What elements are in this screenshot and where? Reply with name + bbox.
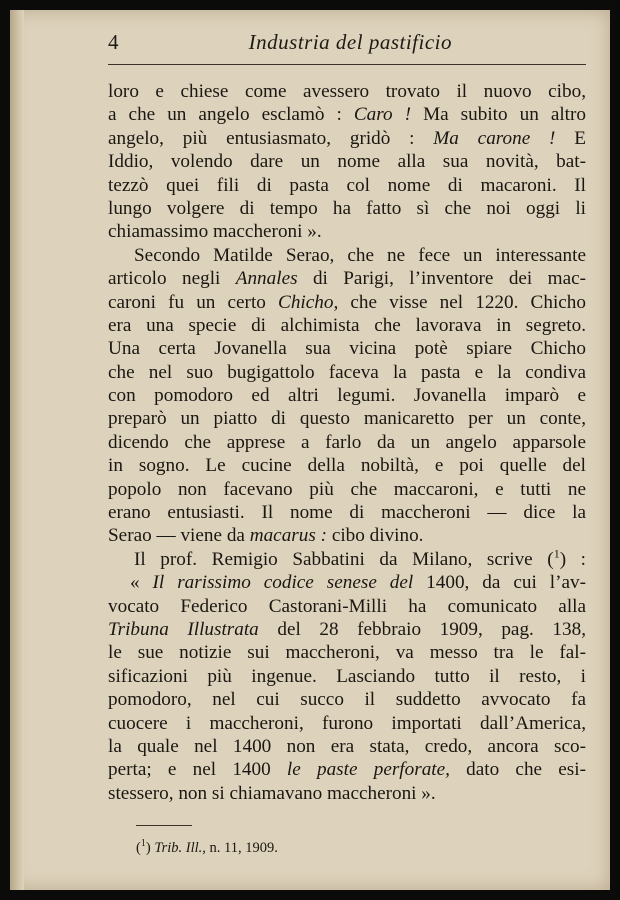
text-segment: cuocere i maccheroni, furono importati dall’America,	[108, 712, 586, 734]
text-segment: articolo negli	[108, 268, 236, 290]
text-line	[108, 571, 586, 594]
footnote-rule	[136, 825, 192, 826]
text-line	[108, 501, 586, 524]
text-line	[108, 197, 586, 220]
text-segment: vocato Federico Castorani-Milli ha comunicato alla	[108, 595, 586, 617]
text-line	[108, 758, 586, 781]
text-segment: angelo, più entusiasmato, gridò :	[108, 127, 434, 149]
text-line	[108, 150, 586, 173]
footnote-marker: 1	[140, 838, 146, 850]
text-segment: perta; e nel 1400	[108, 759, 287, 781]
text-segment: caroni fu un certo	[108, 291, 279, 313]
text-segment: preparò un piatto di questo manicaretto per un conte,	[108, 408, 586, 430]
text-segment: sificazioni più ingenue. Lasciando tutto il resto, i	[108, 665, 586, 687]
text-segment: in sogno. Le cucine della nobiltà, e poi quelle del	[108, 455, 586, 477]
text-line	[108, 641, 586, 664]
italic-text: Caro !	[353, 104, 412, 126]
text-line	[108, 431, 586, 454]
text-line	[108, 80, 586, 103]
text-segment: Serao — viene da	[108, 525, 250, 547]
footnote-rest: n. 11, 1909.	[205, 840, 278, 856]
text-segment: di Parigi, l’inventore dei mac-	[297, 268, 586, 290]
text-line	[108, 244, 586, 267]
text-segment: che visse nel 1220. Chicho	[338, 291, 586, 313]
text-line	[108, 337, 586, 360]
italic-text: Ma carone !	[433, 127, 556, 149]
running-title: Industria del pastificio	[248, 30, 452, 54]
footnote-reference: 1	[553, 546, 560, 561]
text-segment: che nel suo bugigattolo faceva la pasta e la condiva	[108, 361, 586, 383]
text-segment: stessero, non si chiamavano maccheroni ».	[108, 782, 436, 804]
text-segment: E	[555, 127, 586, 149]
text-line	[108, 127, 586, 150]
text-line	[108, 524, 586, 547]
text-segment: dato che esi-	[449, 759, 586, 781]
text-segment: Ma subito un altro	[411, 104, 586, 126]
text-segment: a che un angelo esclamò :	[108, 104, 354, 126]
text-segment: ) :	[559, 548, 586, 570]
text-line	[108, 384, 586, 407]
italic-text: macarus :	[249, 525, 328, 547]
text-line	[108, 174, 586, 197]
page-header	[108, 28, 588, 58]
page-spine-shadow	[10, 10, 24, 890]
text-segment: erano entusiasti. Il nome di maccheroni — dice la	[108, 502, 586, 524]
text-segment: popolo non facevano più che maccaroni, e tutti ne	[108, 478, 586, 500]
text-segment: le sue notizie sui maccheroni, va messo tra le fal-	[108, 642, 586, 664]
page-number: 4	[108, 30, 119, 54]
text-segment: Iddio, volendo dare un nome alla sua novità, bat-	[108, 151, 586, 173]
text-segment: Il prof. Remigio Sabbatini da Milano, scrive (	[134, 548, 554, 570]
text-line	[108, 291, 586, 314]
text-segment: era una specie di alchimista che lavorava in segreto.	[108, 314, 586, 336]
text-segment: loro e chiese come avessero trovato il nuovo cibo,	[108, 81, 586, 102]
text-line	[108, 735, 586, 758]
text-line	[108, 782, 586, 805]
text-line	[108, 267, 586, 290]
text-line	[108, 220, 586, 243]
text-segment: con pomodoro ed altri legumi. Jovanella imparò e	[108, 385, 586, 407]
italic-text: Annales	[235, 268, 298, 290]
text-line	[108, 548, 586, 571]
italic-text: le paste perforate,	[286, 759, 450, 781]
text-line	[108, 595, 586, 618]
text-segment: pomodoro, nel cui succo il suddetto avvocato fa	[108, 689, 586, 711]
text-segment: lungo volgere di tempo ha fatto sì che noi oggi li	[108, 197, 586, 219]
footnote-source: Trib. Ill.,	[154, 840, 206, 856]
text-segment: tezzò quei fili di pasta col nome di macaroni. Il	[108, 174, 586, 196]
italic-text: Tribuna Illustrata	[108, 618, 259, 640]
text-line	[108, 618, 586, 641]
text-line	[108, 712, 586, 735]
text-segment: «	[130, 572, 153, 594]
text-line	[108, 314, 586, 337]
text-segment: Una certa Jovanella sua vicina potè spiare Chicho	[108, 338, 586, 360]
header-rule	[108, 64, 586, 65]
text-line	[108, 361, 586, 384]
text-segment: la quale nel 1400 non era stata, credo, ancora sco-	[108, 735, 586, 757]
text-segment: 1400, da cui l’av-	[413, 572, 586, 594]
body-text	[108, 80, 586, 805]
text-segment: Secondo Matilde Serao, che ne fece un interessante	[134, 244, 586, 266]
text-line	[108, 478, 586, 501]
text-line	[108, 688, 586, 711]
text-line	[108, 454, 586, 477]
text-segment: del 28 febbraio 1909, pag. 138,	[258, 618, 586, 640]
text-line	[108, 665, 586, 688]
text-line	[108, 103, 586, 126]
italic-text: Chicho,	[278, 291, 339, 313]
italic-text: Il rarissimo codice senese del	[152, 572, 414, 594]
text-segment: chiamassimo maccheroni ».	[108, 221, 322, 243]
text-segment: dicendo che apprese a farlo da un angelo apparsole	[108, 431, 586, 453]
text-line	[108, 407, 586, 430]
footnote: ($^1$) Trib. Ill., n. 11, 1909.	[136, 838, 278, 856]
text-segment: cibo divino.	[327, 525, 424, 547]
